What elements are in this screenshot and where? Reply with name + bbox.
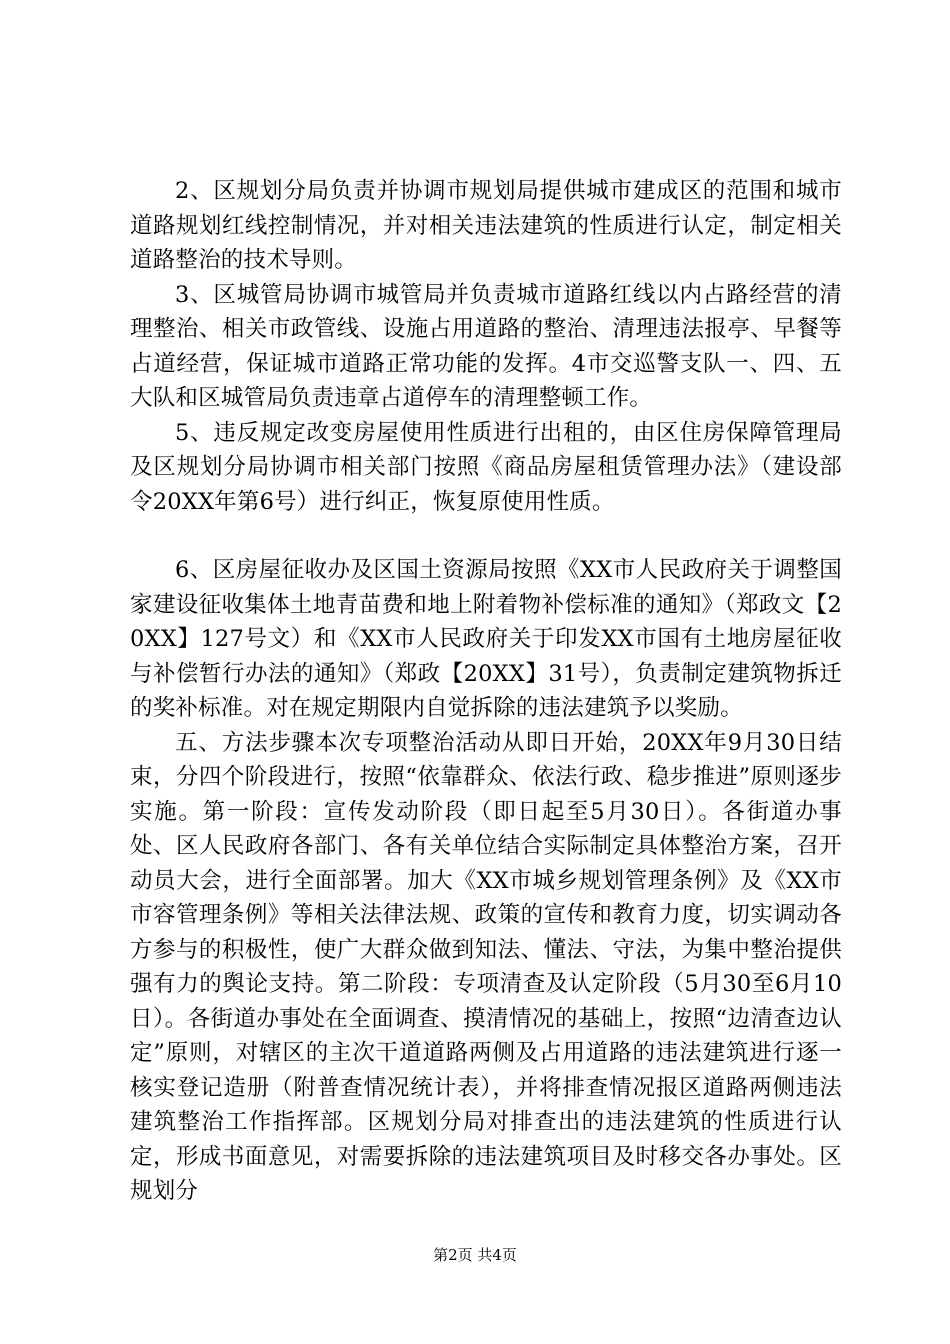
paragraph-item-3: 3、区城管局协调市城管局并负责城市道路红线以内占路经营的清理整治、相关市政管线、设施占用道路的整治、清理违法报亭、早餐等占道经营，保证城市道路正常功能的发挥。4市交巡警支队一、四、五大队和区城管局负责违章占道停车的清理整顿工作。 — [130, 281, 842, 411]
page-number-footer: 第2页 共4页 — [433, 1246, 517, 1264]
paragraph-item-5: 5、违反规定改变房屋使用性质进行出租的，由区住房保障管理局及区规划分局协调市相关部门按照《商品房屋租赁管理办法》（建设部令20XX年第6号）进行纠正，恢复原使用性质。 — [130, 419, 842, 515]
paragraph-item-6: 6、区房屋征收办及区国土资源局按照《XX市人民政府关于调整国家建设征收集体土地青苗费和地上附着物补偿标准的通知》（郑政文【20XX】127号文）和《XX市人民政府关于印发XX市国有土地房屋征收与补偿暂行办法的通知》（郑政【20XX】31号），负责制定建筑物拆迁的奖补标准。对在规定期限内自觉拆除的违法建筑予以奖励。 — [130, 557, 842, 721]
paragraph-section-5: 五、方法步骤本次专项整治活动从即日开始，20XX年9月30日结束，分四个阶段进行，按照“依靠群众、依法行政、稳步推进”原则逐步实施。第一阶段：宣传发动阶段（即日起至5月30日）。各街道办事处、区人民政府各部门、各有关单位结合实际制定具体整治方案，召开动员大会，进行全面部署。加大《XX市城乡规划管理条例》及《XX市市容管理条例》等相关法律法规、政策的宣传和教育力度，切实调动各方参与的积极性，使广大群众做到知法、懂法、守法，为集中整治提供强有力的舆论支持。第二阶段：专项清查及认定阶段（5月30至6月10日）。各街道办事处在全面调查、摸清情况的基础上，按照“边清查边认定”原则，对辖区的主次干道道路两侧及占用道路的违法建筑进行逐一核实登记造册（附普查情况统计表），并将排查情况报区道路两侧违法建筑整治工作指挥部。区规划分局对排查出的违法建筑的性质进行认定，形成书面意见，对需要拆除的违法建筑项目及时移交各办事处。区规划分 — [130, 729, 842, 1204]
paragraph-item-2: 2、区规划分局负责并协调市规划局提供城市建成区的范围和城市道路规划红线控制情况，并对相关违法建筑的性质进行认定，制定相关道路整治的技术导则。 — [130, 178, 842, 273]
document-body — [130, 174, 842, 1209]
